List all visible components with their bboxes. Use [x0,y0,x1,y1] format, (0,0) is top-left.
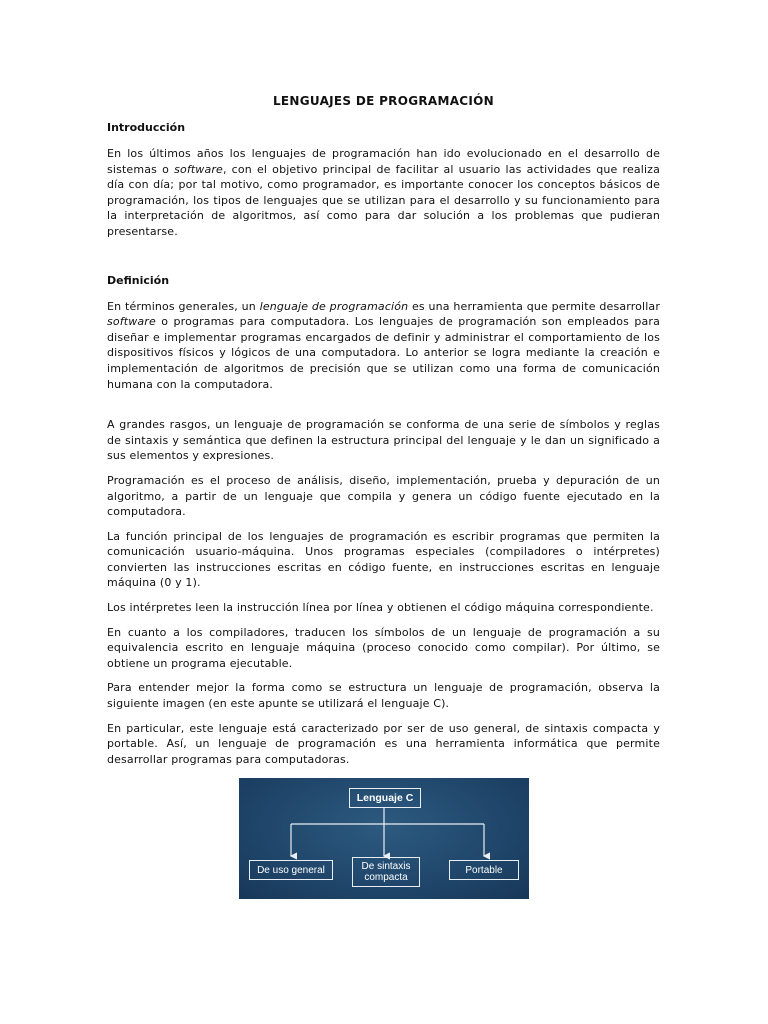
document-title: LENGUAJES DE PROGRAMACIÓN [272,94,495,108]
intro-heading: Introducción [107,121,186,134]
definition-paragraph-6: En cuanto a los compiladores, traducen los símbolos de un lenguaje de programación a su equivalencia escrito en lenguaje máquina (proceso conocido como compilar). Por último, se obtiene un programa ejecutable. [107,625,660,670]
definition-paragraph-2: A grandes rasgos, un lenguaje de programación se conforma de una serie de símbolos y reglas de sintaxis y semántica que definen la estructura principal del lenguaje y le dan un significado a sus elementos y expresiones. [107,418,660,463]
intro-text-b: , con el objetivo principal de facilitar al usuario las actividades que realiza día con día; por tal motivo, como programador, es importante conocer los conceptos básicos de programación, los tipos de lenguajes que se utilizan para el desarrollo y su funcionamiento para la interpretación de algoritmos, así como para dar solución a los problemas que pudieran presentarse. [107,162,660,238]
intro-software-term: software [174,162,223,176]
diagram-node-sintaxis-line2: compacta [364,872,408,884]
definition-text-a: En términos generales, un [107,299,260,313]
definition-heading: Definición [107,273,170,287]
diagram-node-sintaxis-line1: De sintaxis [361,861,411,873]
intro-text-a: En los últimos años los lenguajes de programación han ido evolucionado en el desarrollo de sistemas o [107,147,660,176]
lenguaje-c-diagram [239,778,529,899]
document-body [107,94,660,899]
definition-paragraph-5: Los intérpretes leen la instrucción línea por línea y obtienen el código máquina correspondiente. [107,601,654,615]
diagram-node-sintaxis-compacta [352,857,420,887]
intro-paragraph [107,146,660,240]
definition-paragraph-8: En particular, este lenguaje está caracterizado por ser de uso general, de sintaxis compacta y portable. Así, un lenguaje de programación es una herramienta informática que permite desarrollar programas para computadoras. [107,721,660,766]
definition-term-lenguaje: lenguaje de programación [259,299,409,313]
definition-paragraph-3: Programación es el proceso de análisis, diseño, implementación, prueba y depuración de un algoritmo, a partir de un lenguaje que compila y genera un código fuente ejecutado en la computadora. [107,473,660,519]
diagram-node-uso-general: De uso general [249,860,333,880]
diagram-node-root: Lenguaje C [349,788,421,808]
definition-paragraph-4: La función principal de los lenguajes de programación es escribir programas que permiten la comunicación usuario-máquina. Unos programas especiales (compiladores o intérpretes) convierten las instrucciones escritas en código fuente, en instrucciones escritas en lenguaje máquina (0 y 1). [107,529,660,590]
definition-paragraph-7: Para entender mejor la forma como se estructura un lenguaje de programación, observa la siguiente imagen (en este apunte se utilizará el lenguaje C). [107,681,660,711]
diagram-node-portable: Portable [449,860,519,880]
definition-text-b: es una herramienta que permite desarrollar [408,299,660,313]
definition-text-c: o programas para computadora. Los lenguajes de programación son empleados para diseñar e implementar programas encargados de definir y administrar el comportamiento de los dispositivos físicos y lógicos de una computadora. Lo anterior se logra mediante la creación e implementación de algoritmos de precisión que se utilizan como una forma de comunicación humana con la computadora. [107,315,660,391]
definition-paragraph-1 [107,299,660,393]
definition-term-software: software [107,315,156,329]
